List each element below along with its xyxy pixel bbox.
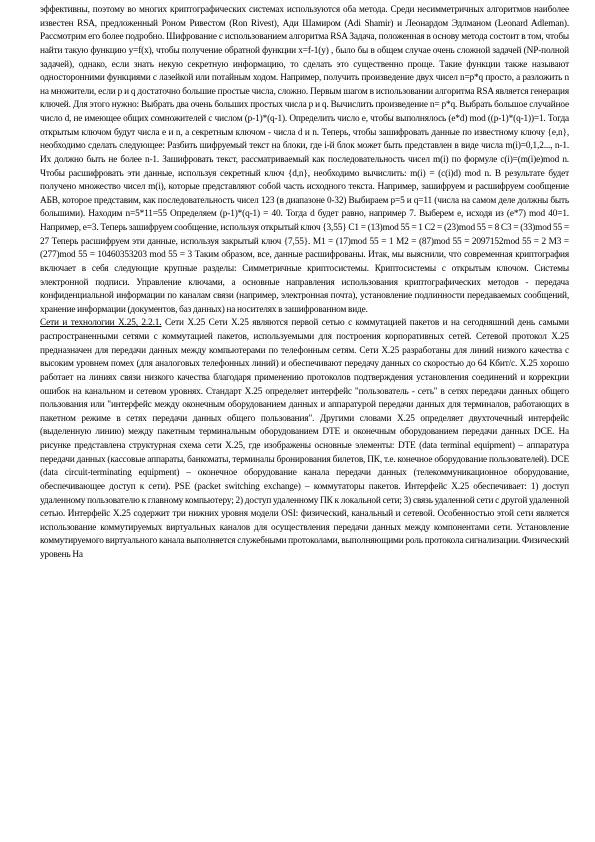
paragraph-x25-body: Сети X.25 Сети X.25 являются первой сетью с коммутацией пакетов и на сегодняшний день самыми распространенными сетями с коммутацией пакетов, используемыми для построения корпоративных сетей. Сетевой протокол X.25 предназначен для передачи данных между компьютерами по телефонным сетям. Сети X.25 разработаны для линий низкого качества с высоким уровнем помех (для аналоговых телефонных линий) и обеспечивают передачу данных со скоростью до 64 Кбит/с. X.25 хорошо работает на линиях связи низкого качества благодаря применению протоколов подтверждения установления соединений и коррекции ошибок на канальном и сетевом уровнях. Стандарт X.25 определяет интерфейс "пользователь - сеть" в сетях передачи данных общего пользования или "интерфейс между оконечным оборудованием данных и аппаратурой передачи данных для терминалов, работающих в пакетном режиме в сетях передачи данных общего пользования". Другими словами X.25 определяет двухточечный интерфейс (выделенную линию) между пакетным терминальным оборудованием DTE и оконечным оборудованием передачи данных DCE. На рисунке представлена структурная схема сети X.25, где изображены основные элементы: DTE (data terminal equipment) – аппаратура передачи данных (кассовые аппараты, банкоматы, терминалы бронирования билетов, ПК, т.е. конечное оборудование пользователей). DCE (data circuit-terminating equipment) – оконечное оборудование канала передачи данных (телекоммуникационное оборудование, обеспечивающее доступ к сети). PSE (packet switching exchange) – коммутаторы пакетов. Интерфейс X.25 обеспечивает: 1) доступ удаленному пользователю к главному компьютеру; 2) доступ удаленному ПК к локальной сети; 3) связь удаленной сети с другой удаленной сетью. Интерфейс X.25 содержит три нижних уровня модели OSI: физический, канальный и сетевой. Особенностью этой сети является использование коммутируемых виртуальных каналов для осуществления передачи данных между компонентами сети. Установление коммутируемого виртуального канала выполняется служебными протоколами, выполняющими роль протокола сигнализации. Физический уровень На bbox=[40, 318, 569, 560]
document-page bbox=[40, 4, 569, 563]
section-heading: Сети и технологии X.25, 2.2.1. bbox=[40, 318, 162, 329]
paragraph-rsa: эффективны, поэтому во многих криптографических системах используются оба метода. Среди несимметричных алгоритмов наиболее известен RSA, предложенный Роном Ривестом (Ron Rivest), Ади Шамиром (Adi Shamir) и Леонардом Эдлманом (Leonard Adleman). Рассмотрим его более подробно. Шифрование с использованием алгоритма RSA Задача, положенная в основу метода состоит в том, чтобы найти такую функцию y=f(x), чтобы получение обратной функции x=f-1(y) , было бы в общем случае очень сложной задачей (NP-полной задачей), однако, если знать некую секретную информацию, то сделать это существенно проще. Такие функции также называют односторонними функциями с лазейкой или потайным ходом. Например, получить произведение двух чисел n=p*q просто, а разложить n на множители, если p и q достаточно большие простые числа, сложно. Первым шагом в использовании алгоритма RSA является генерация ключей. Для этого нужно: Выбрать два очень больших простых числа p и q. Вычислить произведение n= p*q. Выбрать большое случайное число d, не имеющее общих сомножителей с числом (p-1)*(q-1). Определить число e, чтобы выполнялось (e*d) mod ((p-1)*(q-1))=1. Тогда открытым ключом будут числа e и n, а секретным ключом - числа d и n. Теперь, чтобы зашифровать данные по известному ключу {e,n}, необходимо сделать следующее: Разбить шифруемый текст на блоки, где i-й блок может быть представлен в виде числа m(i)=0,1,2..., n-1. Их должно быть не более n-1. Зашифровать текст, рассматриваемый как последовательность чисел m(i) по формуле c(i)=(m(i)e)mod n. Чтобы расшифровать эти данные, используя секретный ключ {d,n}, необходимо вычислить: m(i) = (c(i)d) mod n. В результате будет получено множество чисел m(i), которые представляют собой часть исходного текста. Например, зашифруем и расшифруем сообщение АБВ, которое представим, как последовательность чисел 123 (в диапазоне 0-32) Выбираем p=5 и q=11 (числа на самом деле должны быть большими). Находим n=5*11=55 Определяем (p-1)*(q-1) = 40. Тогда d будет равно, например 7. Выберем e, исходя из (e*7) mod 40=1. Например, e=3. Теперь зашифруем сообщение, используя открытый ключ {3,55} C1 = (13)mod 55 = 1 C2 = (23)mod 55 = 8 C3 = (33)mod 55 = 27 Теперь расшифруем эти данные, используя закрытый ключ {7,55}. M1 = (17)mod 55 = 1 M2 = (87)mod 55 = 2097152mod 55 = 2 M3 = (277)mod 55 = 10460353203 mod 55 = 3 Таким образом, все, данные расшифрованы. Итак, мы выяснили, что современная криптография включает в себя следующие крупные разделы: Симметричные криптосистемы. Криптосистемы с открытым ключом. Системы электронной подписи. Управление ключами, а основные направления использования криптографических методов - передача конфиденциальной информации по каналам связи (например, электронная почта), установление подлинности передаваемых сообщений, хранение информации (документов, баз данных) на носителях в зашифрованном виде. bbox=[40, 5, 569, 315]
paragraph-x25 bbox=[40, 317, 569, 562]
